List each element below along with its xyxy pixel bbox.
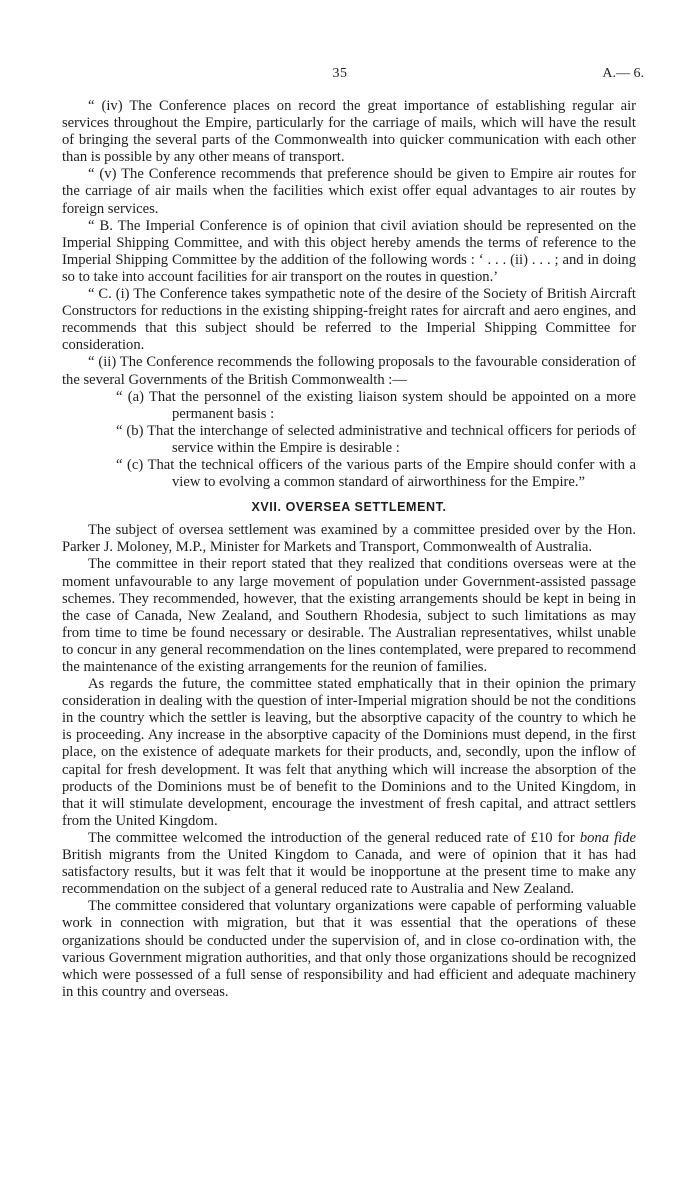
proposal-item (62, 457, 636, 491)
migrants-text-after: British migrants from the United Kingdom to Canada, and were of opinion that it has had satisfactory results, but it was felt that it would be inopportune at the present time to make any recommendation on the subject of a general reduced rate to Australia and New Zealand. (62, 847, 636, 898)
proposal-text: That the technical officers of the various parts of the Empire should confer with a view to evolving a common standard of airworthiness for the Empire.” (147, 456, 636, 491)
body-text (62, 98, 636, 1001)
resolution-paragraph: “ (ii) The Conference recommends the following proposals to the favourable consideration of the several Governments of the British Commonwealth :— (62, 354, 636, 388)
bona-fide-italic: bona fide (579, 829, 636, 846)
proposal-text: That the interchange of selected administrative and technical officers for periods of service within the Empire is desirable : (147, 422, 636, 456)
migrants-paragraph (62, 830, 636, 898)
resolution-paragraph: “ C. (i) The Conference takes sympathetic note of the desire of the Society of British Aircraft Constructors for reductions in the existing shipping-freight rates for aircraft and aero engines, and recommends that this subject should be referred to the Imperial Shipping Committee for consideration. (62, 286, 636, 354)
proposal-item (62, 423, 636, 457)
final-paragraph: The committee considered that voluntary organizations were capable of performing valuable work in connection with migration, but that it was essential that the operations of these organizations should be conducted under the supervision of, and in close co-ordination with, the various Government migration authorities, and that only those organizations should be recognized which were possessed of a full sense of responsibility and had efficient and adequate machinery in this country and overseas. (62, 898, 636, 1000)
page-number: 35 (332, 66, 348, 81)
resolution-paragraph: “ (v) The Conference recommends that preference should be given to Empire air routes for the carriage of air mails when the facilities which exist offer equal advantages to air routes by foreign services. (62, 166, 636, 217)
proposal-item (62, 389, 636, 423)
section-heading: XVII. OVERSEA SETTLEMENT. (251, 500, 447, 515)
resolution-paragraph: “ B. The Imperial Conference is of opinion that civil aviation should be represented on the Imperial Shipping Committee, and with this object hereby amends the terms of reference to the Imperial Shipping Committee by the addition of the following words : ‘ . . . (ii) . . . ; and in doing so to take into account facilities for air transport on the routes in question.’ (62, 217, 636, 285)
proposal-text: That the personnel of the existing liaison system should be appointed on a more permanent basis : (149, 388, 636, 422)
settlement-paragraph: As regards the future, the committee stated emphatically that in their opinion the primary consideration in dealing with the question of inter-Imperial migration should be not the conditions in the country which the settler is leaving, but the absorptive capacity of the country to which he is proceeding. Any increase in the absorptive capacity of the Dominions must depend, in the first place, on the existence of adequate markets for their products, and, secondly, upon the inflow of capital for fresh development. It was felt that anything which will increase the absorption of the products of the Dominions must be of benefit to the Dominions and to the United Kingdom, in that it will stimulate development, encourage the investment of fresh capital, and attract settlers from the United Kingdom. (62, 676, 636, 829)
resolution-paragraph: “ (iv) The Conference places on record the great importance of establishing regular air services throughout the Empire, particularly for the carriage of mails, which will have the result of bringing the several parts of the Commonwealth into quicker communication with each other than is possible by any other means of transport. (62, 98, 636, 166)
migrants-text-before: The committee welcomed the introduction of the general reduced rate of £10 for (88, 829, 580, 846)
settlement-paragraph: The subject of oversea settlement was examined by a committee presided over by the Hon. Parker J. Moloney, M.P., Minister for Markets and Transport, Commonwealth of Australia. (62, 522, 636, 556)
proposal-marker: “ (c) (116, 456, 144, 473)
document-reference: A.— 6. (602, 66, 644, 81)
proposal-marker: “ (b) (116, 422, 144, 439)
settlement-paragraph: The committee in their report stated that they realized that conditions overseas were at the moment unfavourable to any large movement of population under Government-assisted passage schemes. They recommended, however, that the existing arrangements should be kept in being in the case of Canada, New Zealand, and Southern Rhodesia, subject to such limitations as may from time to time be found necessary or desirable. The Australian representatives, whilst unable to concur in any general recommendation on the lines contemplated, were prepared to recommend the maintenance of the existing arrangements for the reunion of families. (62, 556, 636, 675)
proposal-marker: “ (a) (116, 388, 144, 405)
